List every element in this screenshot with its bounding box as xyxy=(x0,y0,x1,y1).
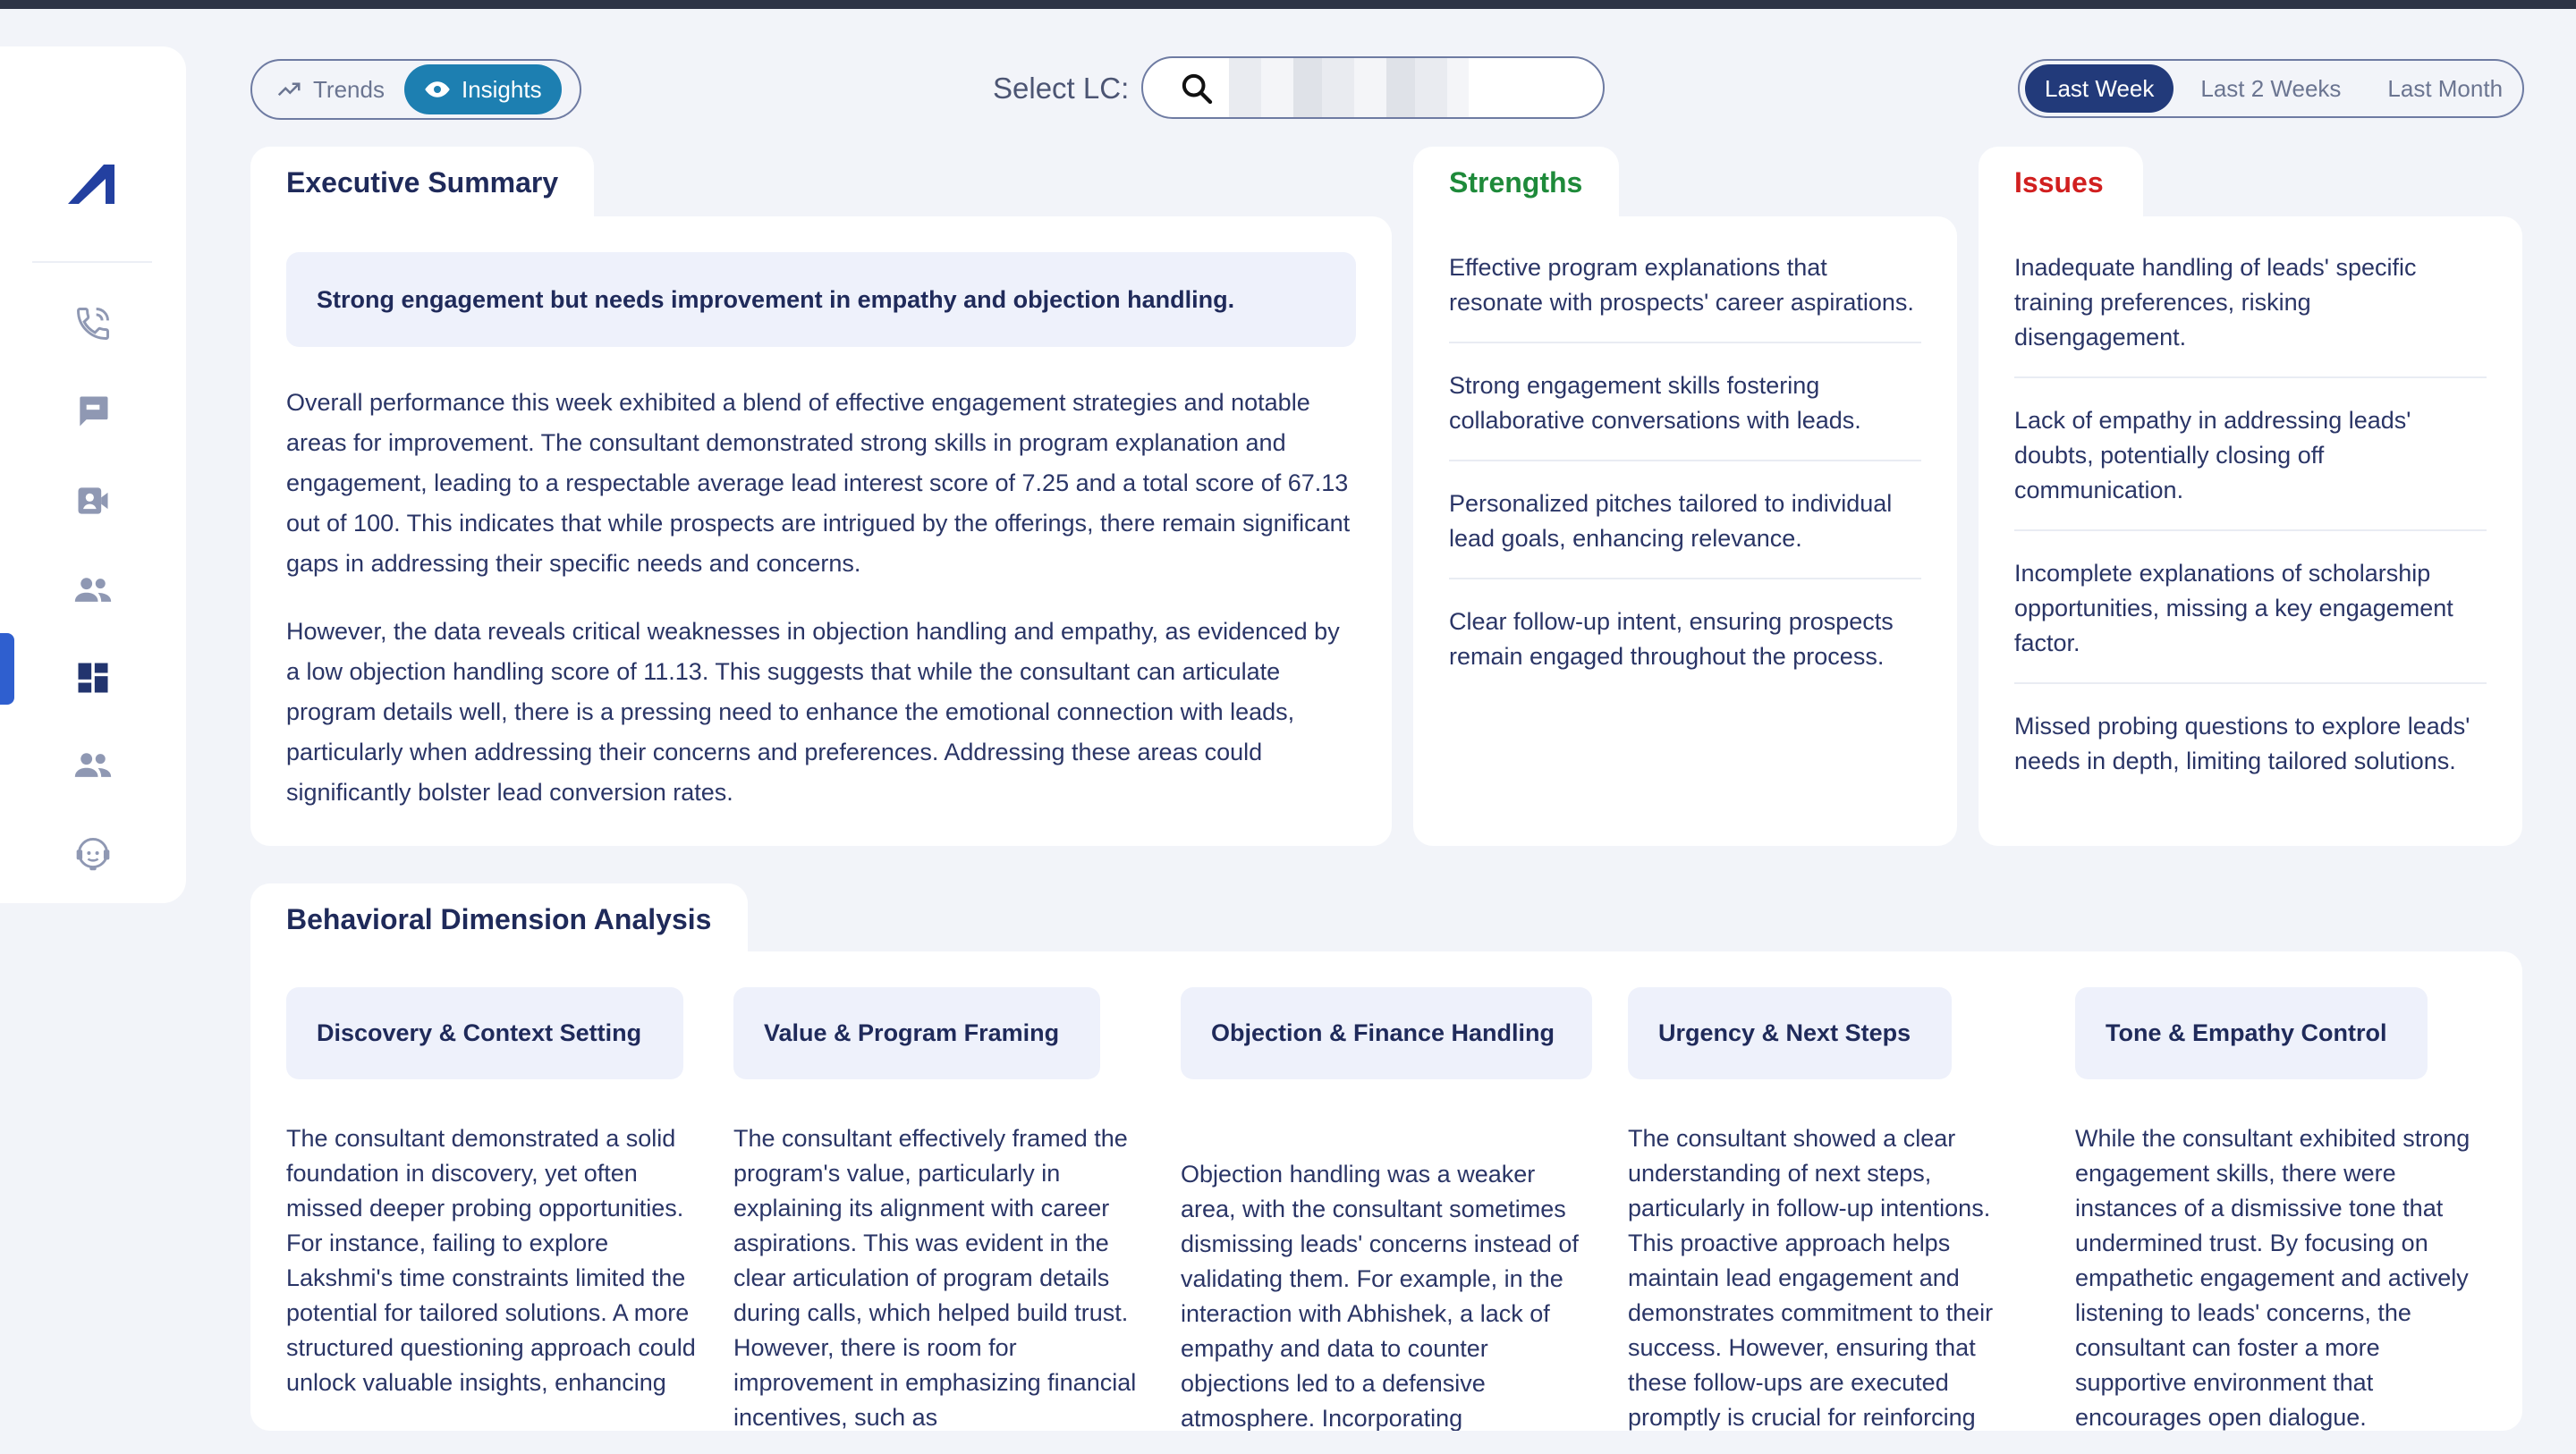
summary-paragraph: Overall performance this week exhibited a blend of effective engagement strategies and notable areas for improvement. The consultant demonstrated strong skills in program explanation and engagement, leading to a respectable average lead interest score of 7.25 and a total score of 67.13 out of 100. This indicates that while prospects are intrigued by the offerings, there remain significant gaps in addressing their specific needs and concerns. xyxy=(286,389,1351,577)
nav-video[interactable] xyxy=(57,474,129,528)
dimension-text: Objection handling was a weaker area, with the consultant sometimes dismissing leads' concerns instead of validating them. For example, in the interaction with Abhishek, a lack of empathy and data to counter objections led to a defensive atmosphere. Incorporating xyxy=(1181,1161,1579,1431)
strength-item: Effective program explanations that resonate with prospects' career aspirations. xyxy=(1449,250,1921,343)
behavioral-analysis-card xyxy=(250,951,2522,1431)
issue-item: Incomplete explanations of scholarship opportunities, missing a key engagement factor. xyxy=(2014,556,2487,684)
dimension-text: The consultant effectively framed the program's value, particularly in explaining its alignment with career aspirations. This was evident in the clear articulation of program details during calls, which helped build trust. However, there is room for improvement in emphasizing financial incentives, such as xyxy=(733,1125,1137,1431)
brand-logo-icon xyxy=(64,161,118,207)
dimension-urgency xyxy=(1628,987,2048,1431)
team-icon xyxy=(73,746,113,785)
behavioral-analysis-tab xyxy=(250,883,748,955)
dimension-title: Discovery & Context Setting xyxy=(286,987,683,1079)
issue-item: Inadequate handling of leads' specific training preferences, risking disengagement. xyxy=(2014,250,2487,378)
issue-item: Missed probing questions to explore leads' needs in depth, limiting tailored solutions. xyxy=(2014,713,2470,774)
sidebar xyxy=(0,46,186,903)
strengths-card xyxy=(1413,216,1957,846)
support-agent-icon xyxy=(73,833,113,873)
dimension-title: Value & Program Framing xyxy=(733,987,1100,1079)
search-icon xyxy=(1179,71,1215,106)
phone-call-icon xyxy=(73,304,113,343)
lc-search-input[interactable] xyxy=(1141,56,1605,119)
video-call-icon xyxy=(73,481,113,520)
dimension-value-framing xyxy=(733,987,1154,1431)
summary-paragraph: However, the data reveals critical weaknesses in objection handling and empathy, as evidenced by a low objection handling score of 11.13. This suggests that while the consultant can articulate program details well, there is a pressing need to enhance the emotional connection with leads, particularly when addressing their concerns and preferences. Addressing these areas could significantly bolster lead conversion rates. xyxy=(286,618,1340,806)
strengths-title: Strengths xyxy=(1449,165,1583,199)
dimension-title: Tone & Empathy Control xyxy=(2075,987,2428,1079)
redacted-lc-name xyxy=(1229,58,1469,117)
issues-tab xyxy=(1979,147,2143,218)
strengths-tab xyxy=(1413,147,1619,218)
nav-support[interactable] xyxy=(57,826,129,880)
issues-card xyxy=(1979,216,2522,846)
dashboard-icon xyxy=(73,658,113,697)
executive-summary-card xyxy=(250,216,1392,846)
view-toggle xyxy=(250,59,581,120)
strength-item: Clear follow-up intent, ensuring prospects remain engaged throughout the process. xyxy=(1449,608,1894,670)
executive-summary-tab xyxy=(250,147,594,218)
dimension-discovery xyxy=(286,987,698,1396)
dimension-objection-handling xyxy=(1181,987,1601,1431)
issue-item: Lack of empathy in addressing leads' doubts, potentially closing off communication. xyxy=(2014,403,2487,531)
last-week-button[interactable]: Last Week xyxy=(2025,64,2174,113)
insights-toggle-button[interactable] xyxy=(404,64,562,114)
select-lc-label: Select LC: xyxy=(993,72,1130,105)
nav-calls[interactable] xyxy=(57,297,129,351)
people-icon xyxy=(73,571,113,610)
summary-headline: Strong engagement but needs improvement in empathy and objection handling. xyxy=(286,252,1356,347)
executive-summary-title: Executive Summary xyxy=(286,165,559,199)
dimension-title: Urgency & Next Steps xyxy=(1628,987,1952,1079)
date-range-selector xyxy=(2018,59,2524,118)
last-month-button[interactable]: Last Month xyxy=(2387,74,2504,102)
dimension-text: While the consultant exhibited strong engagement skills, there were instances of a dismissive tone that undermined trust. By focusing on empathetic engagement and actively listening to leads' concerns, the consultant can foster a more supportive environment that encourages open dialogue. xyxy=(2075,1125,2470,1431)
eye-icon xyxy=(424,76,451,103)
trending-up-icon xyxy=(275,76,302,103)
last-2-weeks-button[interactable]: Last 2 Weeks xyxy=(2200,74,2342,102)
nav-chat[interactable] xyxy=(57,385,129,438)
strength-item: Strong engagement skills fostering collaborative conversations with leads. xyxy=(1449,368,1921,461)
behavioral-analysis-title: Behavioral Dimension Analysis xyxy=(286,902,712,935)
nav-team[interactable] xyxy=(57,739,129,792)
nav-people[interactable] xyxy=(57,563,129,617)
window-top-bar xyxy=(0,0,2576,9)
nav-dashboard[interactable] xyxy=(57,651,129,705)
active-nav-indicator xyxy=(0,633,14,705)
issues-title: Issues xyxy=(2014,165,2104,199)
sidebar-divider xyxy=(32,261,152,263)
strength-item: Personalized pitches tailored to individual lead goals, enhancing relevance. xyxy=(1449,486,1921,579)
chat-message-icon xyxy=(73,392,113,431)
dimension-text: The consultant showed a clear understanding of next steps, particularly in follow-up intentions. This proactive approach helps maintain lead engagement and demonstrates commitment to their success. However, ensuring that these follow-ups are executed promptly is crucial for reinforcing xyxy=(1628,1125,1994,1431)
trends-toggle-button[interactable] xyxy=(256,64,404,114)
dimension-tone-empathy xyxy=(2075,987,2496,1431)
insights-label: Insights xyxy=(461,75,542,103)
trends-label: Trends xyxy=(313,75,385,103)
dimension-text: The consultant demonstrated a solid foundation in discovery, yet often missed deeper probing opportunities. For instance, failing to explore Lakshmi's time constraints limited the potential for tailored solutions. A more structured questioning approach could unlock valuable insights, enhancing xyxy=(286,1125,696,1396)
dimension-title: Objection & Finance Handling xyxy=(1181,987,1592,1079)
